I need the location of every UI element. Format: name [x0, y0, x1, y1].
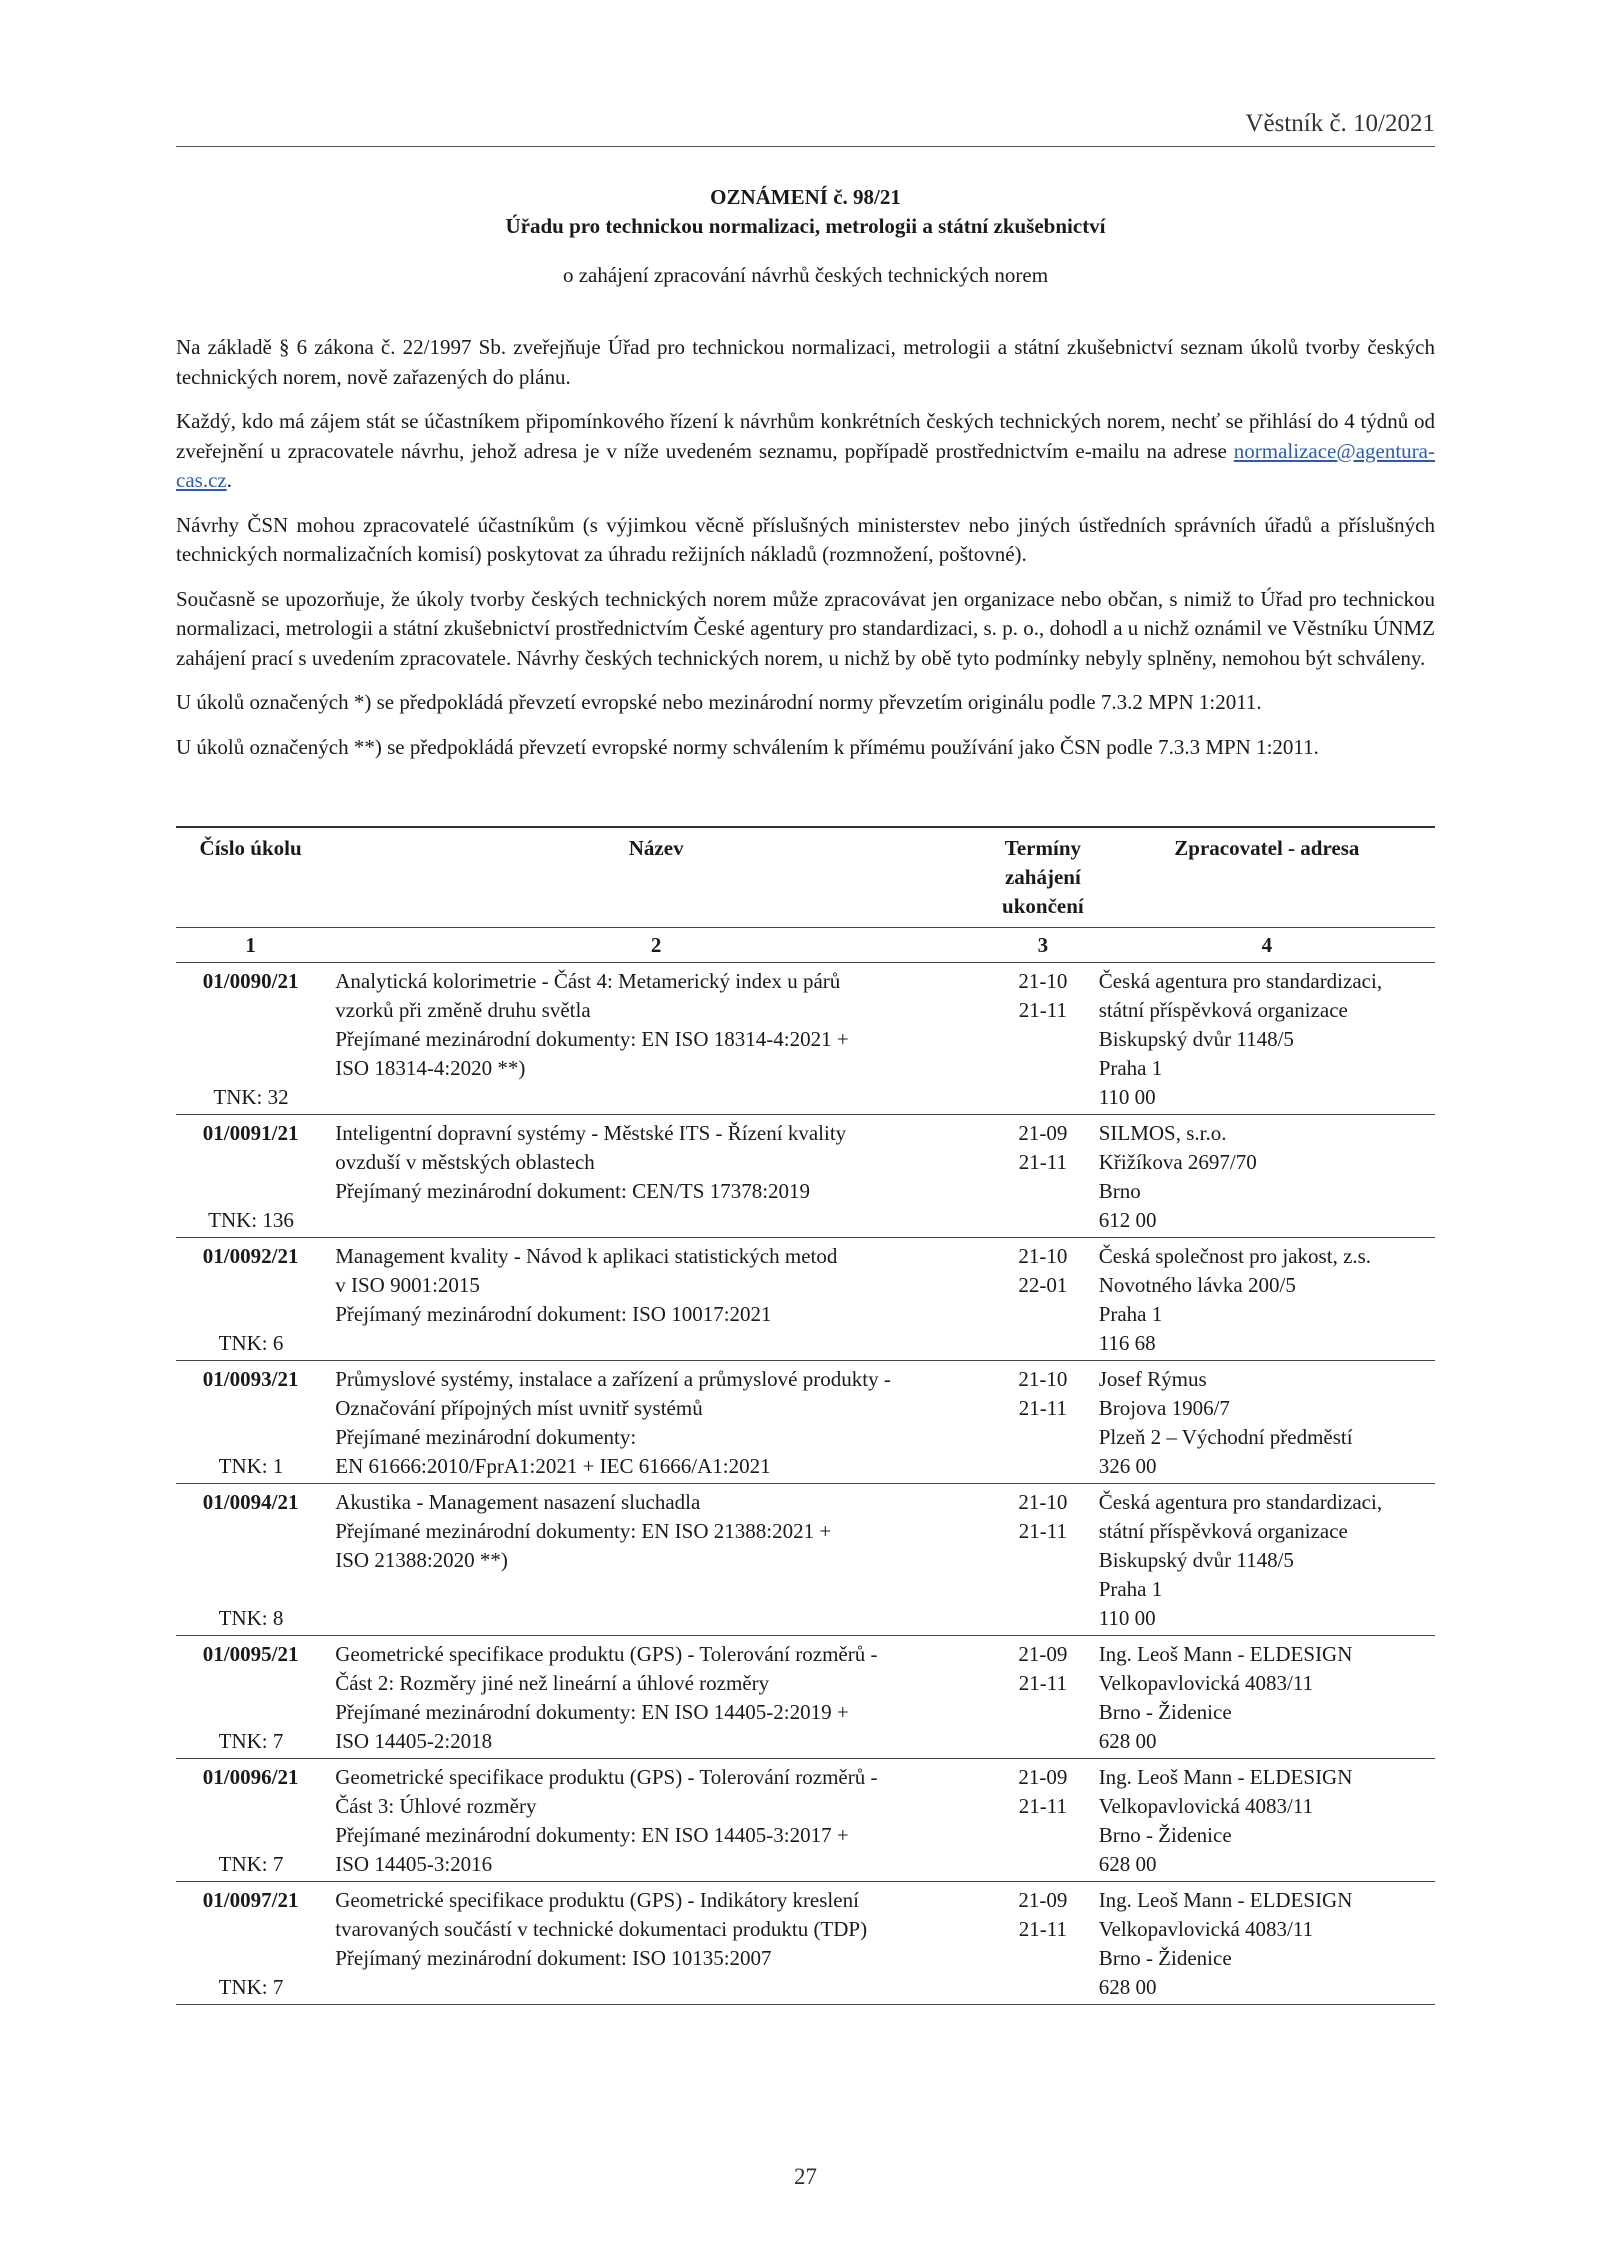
start-term: 21-09: [1018, 1888, 1068, 1912]
task-terms-cell: [987, 1882, 1099, 2005]
address-line: Velkopavlovická 4083/11: [1098, 1671, 1314, 1695]
paragraph-note-single-star: U úkolů označených *) se předpokládá převzetí evropské nebo mezinárodní normy převzetím originálu podle 7.3.2 MPN 1:2011.: [176, 690, 1262, 714]
header-terms-line1: Termíny: [1004, 836, 1082, 860]
task-title-line: ISO 21388:2020 **): [335, 1548, 508, 1572]
processor-address-cell: [1099, 1361, 1435, 1484]
column-number-row: [176, 928, 1435, 963]
task-title-line: Průmyslové systémy, instalace a zařízení a průmyslové produkty -: [335, 1367, 891, 1391]
task-number: 01/0091/21: [202, 1121, 299, 1145]
task-number-cell: [176, 963, 325, 1115]
tnk-label: TNK: 8: [218, 1606, 284, 1630]
task-title-line: Přejímané mezinárodní dokumenty:: [335, 1425, 637, 1449]
task-number-cell: [176, 1238, 325, 1361]
task-number: 01/0094/21: [202, 1490, 299, 1514]
task-title-line: ISO 14405-3:2016: [335, 1852, 493, 1876]
processor-address-cell: [1099, 963, 1435, 1115]
task-number-cell: [176, 1759, 325, 1882]
end-term: 21-11: [1018, 1917, 1067, 1941]
tasks-table: [176, 826, 1435, 2005]
task-number: 01/0095/21: [202, 1642, 299, 1666]
task-terms-cell: [987, 1759, 1099, 1882]
table-row: [176, 963, 1435, 1115]
task-title-line: Označování přípojných míst uvnitř systémů: [335, 1396, 703, 1420]
address-line: 326 00: [1098, 1454, 1157, 1478]
table-row: [176, 1238, 1435, 1361]
table-row: [176, 1636, 1435, 1759]
column-number: 3: [987, 928, 1099, 963]
intro-paragraphs: [176, 333, 1435, 777]
table-row: [176, 1361, 1435, 1484]
address-line: Ing. Leoš Mann - ELDESIGN: [1098, 1642, 1353, 1666]
task-title-line: Inteligentní dopravní systémy - Městské ITS - Řízení kvality: [335, 1121, 847, 1145]
paragraph-note-double-star: U úkolů označených **) se předpokládá převzetí evropské normy schválením k přímému používání jako ČSN podle 7.3.3 MPN 1:2011.: [176, 734, 1319, 759]
task-title-cell: [325, 1238, 987, 1361]
task-title-cell: [325, 1882, 987, 2005]
end-term: 21-11: [1018, 1396, 1067, 1420]
task-number-cell: [176, 1484, 325, 1636]
announcement-subtitle: o zahájení zpracování návrhů českých technických norem: [562, 263, 1049, 287]
address-line: 628 00: [1098, 1729, 1157, 1753]
task-number: 01/0096/21: [202, 1765, 299, 1789]
address-line: Brno - Židenice: [1098, 1700, 1232, 1724]
address-line: státní příspěvková organizace: [1098, 1519, 1348, 1543]
address-line: Biskupský dvůr 1148/5: [1098, 1027, 1294, 1051]
task-number: 01/0092/21: [202, 1244, 299, 1268]
processor-address-cell: [1099, 1115, 1435, 1238]
paragraph-conditions: Současně se upozorňuje, že úkoly tvorby českých technických norem může zpracovávat jen organizace nebo občan, s nimiž to Úřad pro technickou normalizaci, metrologii a státní zkušebnictví prostřednictvím České agentury pro standardizaci, s. p. o., dohodl a u nichž oznámil ve Věstníku ÚNMZ zahájení prací s uvedením zpracovatele. Návrhy českých technických norem, u nichž by obě tyto podmínky nebyly splněny, nemohou být schváleny.: [176, 586, 1435, 670]
task-terms-cell: [987, 963, 1099, 1115]
task-title-line: Přejímané mezinárodní dokumenty: EN ISO 21388:2021 +: [335, 1519, 832, 1543]
address-line: státní příspěvková organizace: [1098, 998, 1348, 1022]
task-title-line: Geometrické specifikace produktu (GPS) - Tolerování rozměrů -: [335, 1765, 878, 1789]
task-terms-cell: [987, 1361, 1099, 1484]
table-row: [176, 1484, 1435, 1636]
header-processor: Zpracovatel - adresa: [1099, 827, 1435, 928]
address-line: 628 00: [1098, 1975, 1157, 1999]
column-number: 4: [1099, 928, 1435, 963]
task-terms-cell: [987, 1238, 1099, 1361]
table-row: [176, 1882, 1435, 2005]
address-line: Praha 1: [1098, 1577, 1163, 1601]
end-term: 22-01: [1018, 1273, 1068, 1297]
table-body: [176, 963, 1435, 2005]
task-number: 01/0097/21: [202, 1888, 299, 1912]
task-title-line: Geometrické specifikace produktu (GPS) - Tolerování rozměrů -: [335, 1642, 878, 1666]
tnk-label: TNK: 1: [218, 1454, 284, 1478]
address-line: Velkopavlovická 4083/11: [1098, 1917, 1314, 1941]
table-header-row: [176, 827, 1435, 928]
tnk-label: TNK: 136: [208, 1208, 294, 1232]
task-title-cell: [325, 1759, 987, 1882]
email-link[interactable]: normalizace@agentura-cas.cz: [176, 438, 1435, 492]
task-number-cell: [176, 1882, 325, 2005]
paragraph-participation-end: .: [226, 468, 232, 492]
task-title-line: v ISO 9001:2015: [335, 1273, 480, 1297]
authority-name: Úřadu pro technickou normalizaci, metrologii a státní zkušebnictví: [505, 214, 1106, 238]
processor-address-cell: [1099, 1238, 1435, 1361]
address-line: Praha 1: [1098, 1056, 1163, 1080]
task-title-line: Přejímaný mezinárodní dokument: ISO 10135:2007: [335, 1946, 772, 1970]
processor-address-cell: [1099, 1882, 1435, 2005]
address-line: Plzeň 2 – Východní předměstí: [1098, 1425, 1353, 1449]
address-line: Ing. Leoš Mann - ELDESIGN: [1098, 1765, 1353, 1789]
start-term: 21-10: [1018, 1367, 1068, 1391]
start-term: 21-09: [1018, 1765, 1068, 1789]
task-title-line: Přejímané mezinárodní dokumenty: EN ISO 14405-3:2017 +: [335, 1823, 849, 1847]
tnk-label: TNK: 7: [218, 1852, 284, 1876]
address-line: SILMOS, s.r.o.: [1098, 1121, 1227, 1145]
processor-address-cell: [1099, 1484, 1435, 1636]
task-title-line: EN 61666:2010/FprA1:2021 + IEC 61666/A1:2021: [335, 1454, 771, 1478]
task-title-line: Přejímané mezinárodní dokumenty: EN ISO 14405-2:2019 +: [335, 1700, 849, 1724]
task-number-cell: [176, 1361, 325, 1484]
address-line: Brojova 1906/7: [1098, 1396, 1230, 1420]
task-title-line: Přejímaný mezinárodní dokument: ISO 10017:2021: [335, 1302, 772, 1326]
task-title-line: Přejímaný mezinárodní dokument: CEN/TS 17378:2019: [335, 1179, 811, 1203]
header-terms: [987, 827, 1099, 928]
address-line: Česká společnost pro jakost, z.s.: [1098, 1244, 1372, 1268]
tnk-label: TNK: 7: [218, 1975, 284, 1999]
task-title-line: ovzduší v městských oblastech: [335, 1150, 595, 1174]
task-title-line: Management kvality - Návod k aplikaci statistických metod: [335, 1244, 838, 1268]
end-term: 21-11: [1018, 1671, 1067, 1695]
task-terms-cell: [987, 1115, 1099, 1238]
task-number: 01/0090/21: [202, 969, 299, 993]
tnk-label: TNK: 6: [218, 1331, 284, 1355]
header-task-number: Číslo úkolu: [176, 827, 325, 928]
header-terms-line3: ukončení: [1002, 894, 1084, 918]
address-line: 612 00: [1098, 1208, 1157, 1232]
task-title-line: Analytická kolorimetrie - Část 4: Metamerický index u párů: [335, 969, 841, 993]
start-term: 21-10: [1018, 1490, 1068, 1514]
tnk-label: TNK: 32: [213, 1085, 289, 1109]
journal-header: Věstník č. 10/2021: [1245, 110, 1435, 137]
paragraph-fees: Návrhy ČSN mohou zpracovatelé účastníkům (s výjimkou věcně příslušných ministerstev nebo jiných ústředních správních úřadů a příslušných technických normalizačních komisí) poskytovat za úhradu režijních nákladů (rozmnožení, poštovné).: [176, 512, 1435, 566]
task-title-line: tvarovaných součástí v technické dokumentaci produktu (TDP): [335, 1917, 868, 1941]
address-line: Novotného lávka 200/5: [1098, 1273, 1296, 1297]
address-line: Brno - Židenice: [1098, 1823, 1232, 1847]
address-line: 110 00: [1098, 1085, 1156, 1109]
address-line: 116 68: [1098, 1331, 1156, 1355]
address-line: Ing. Leoš Mann - ELDESIGN: [1098, 1888, 1353, 1912]
end-term: 21-11: [1018, 1519, 1067, 1543]
start-term: 21-10: [1018, 969, 1068, 993]
start-term: 21-10: [1018, 1244, 1068, 1268]
end-term: 21-11: [1018, 1794, 1067, 1818]
announcement-title: OZNÁMENÍ č. 98/21: [710, 185, 901, 209]
task-title-cell: [325, 1636, 987, 1759]
processor-address-cell: [1099, 1759, 1435, 1882]
address-line: 110 00: [1098, 1606, 1156, 1630]
start-term: 21-09: [1018, 1642, 1068, 1666]
table-row: [176, 1115, 1435, 1238]
title-block: [176, 183, 1435, 290]
task-title-cell: [325, 1484, 987, 1636]
address-line: Praha 1: [1098, 1302, 1163, 1326]
end-term: 21-11: [1018, 998, 1067, 1022]
task-terms-cell: [987, 1636, 1099, 1759]
address-line: Velkopavlovická 4083/11: [1098, 1794, 1314, 1818]
task-number-cell: [176, 1115, 325, 1238]
task-title-line: ISO 14405-2:2018: [335, 1729, 493, 1753]
task-title-line: Část 3: Úhlové rozměry: [335, 1794, 537, 1818]
end-term: 21-11: [1018, 1150, 1067, 1174]
address-line: Česká agentura pro standardizaci,: [1098, 1490, 1383, 1514]
task-number: 01/0093/21: [202, 1367, 299, 1391]
paragraph-participation-text: Každý, kdo má zájem stát se účastníkem připomínkového řízení k návrhům konkrétních českých technických norem, nechť se přihlásí do 4 týdnů od zveřejnění u zpracovatele návrhu, jehož adresa je v níže uvedeném seznamu, popřípadě prostřednictvím e-mailu na adrese: [176, 409, 1435, 463]
address-line: Brno: [1098, 1179, 1141, 1203]
task-title-cell: [325, 1115, 987, 1238]
document-page: [176, 0, 1435, 2263]
header-terms-line2: zahájení: [1004, 865, 1081, 889]
address-line: 628 00: [1098, 1852, 1157, 1876]
header-divider: [176, 146, 1435, 147]
paragraph-legal-basis: Na základě § 6 zákona č. 22/1997 Sb. zveřejňuje Úřad pro technickou normalizaci, metrologii a státní zkušebnictví seznam úkolů tvorby českých technických norem, nově zařazených do plánu.: [176, 335, 1435, 389]
task-number-cell: [176, 1636, 325, 1759]
tnk-label: TNK: 7: [218, 1729, 284, 1753]
task-title-line: ISO 18314-4:2020 **): [335, 1056, 526, 1080]
task-title-line: Geometrické specifikace produktu (GPS) - Indikátory kreslení: [335, 1888, 859, 1912]
address-line: Biskupský dvůr 1148/5: [1098, 1548, 1294, 1572]
task-terms-cell: [987, 1484, 1099, 1636]
page-number: 27: [794, 2164, 817, 2189]
header-title: Název: [325, 827, 987, 928]
address-line: Křižíkova 2697/70: [1098, 1150, 1257, 1174]
task-title-line: vzorků při změně druhu světla: [335, 998, 591, 1022]
column-number: 2: [325, 928, 987, 963]
address-line: Josef Rýmus: [1098, 1367, 1207, 1391]
column-number: 1: [176, 928, 325, 963]
paragraph-participation: [176, 407, 1435, 496]
address-line: Česká agentura pro standardizaci,: [1098, 969, 1383, 993]
task-title-line: Přejímané mezinárodní dokumenty: EN ISO 18314-4:2021 +: [335, 1027, 849, 1051]
task-title-line: Akustika - Management nasazení sluchadla: [335, 1490, 701, 1514]
start-term: 21-09: [1018, 1121, 1068, 1145]
processor-address-cell: [1099, 1636, 1435, 1759]
task-title-cell: [325, 1361, 987, 1484]
task-title-line: Část 2: Rozměry jiné než lineární a úhlové rozměry: [335, 1671, 770, 1695]
task-title-cell: [325, 963, 987, 1115]
address-line: Brno - Židenice: [1098, 1946, 1232, 1970]
table-row: [176, 1759, 1435, 1882]
